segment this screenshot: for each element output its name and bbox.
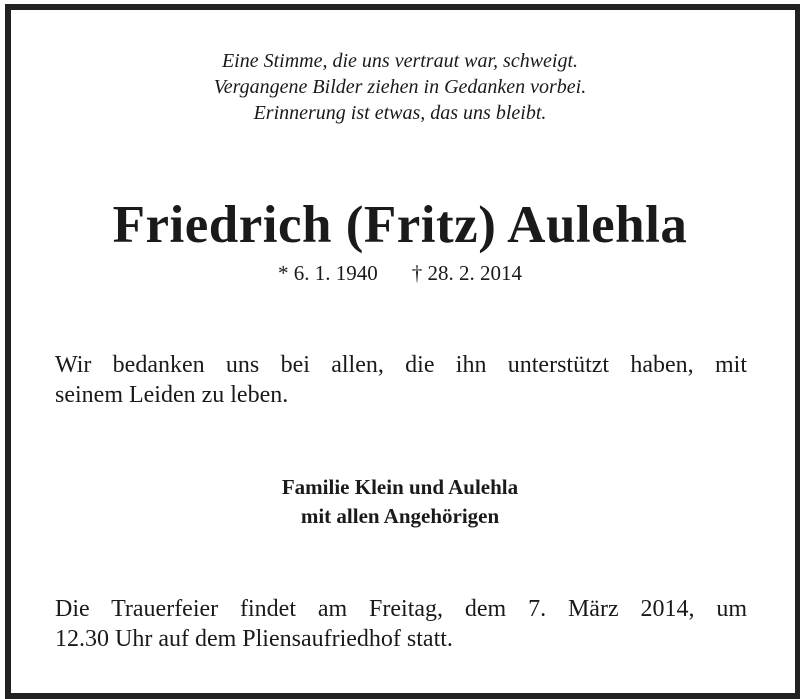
family-line-1: Familie Klein und Aulehla	[281, 475, 519, 499]
birth-date: * 6. 1. 1940	[278, 261, 378, 285]
funeral-service-paragraph	[55, 594, 747, 654]
poem-line-1: Eine Stimme, die uns vertraut war, schweigt.	[221, 50, 579, 72]
memorial-poem	[0, 48, 800, 126]
life-dates	[0, 259, 800, 287]
poem-line-3: Erinnerung ist etwas, das uns bleibt.	[253, 102, 547, 124]
death-date: † 28. 2. 2014	[411, 261, 522, 285]
service-line-2: 12.30 Uhr auf dem Pliensaufriedhof statt.	[55, 626, 453, 652]
thanks-paragraph	[55, 350, 747, 410]
deceased-name: Friedrich (Fritz) Aulehla	[112, 196, 688, 254]
poem-line-2: Vergangene Bilder ziehen in Gedanken vorbei.	[213, 76, 587, 98]
family-line-2: mit allen Angehörigen	[300, 504, 500, 528]
service-line-1: Die Trauerfeier findet am Freitag, dem 7. März 2014, um	[55, 596, 747, 622]
thanks-line-1: Wir bedanken uns bei allen, die ihn unterstützt haben, mit	[55, 352, 747, 378]
family-signature	[0, 473, 800, 531]
thanks-line-2: seinem Leiden zu leben.	[55, 382, 289, 408]
